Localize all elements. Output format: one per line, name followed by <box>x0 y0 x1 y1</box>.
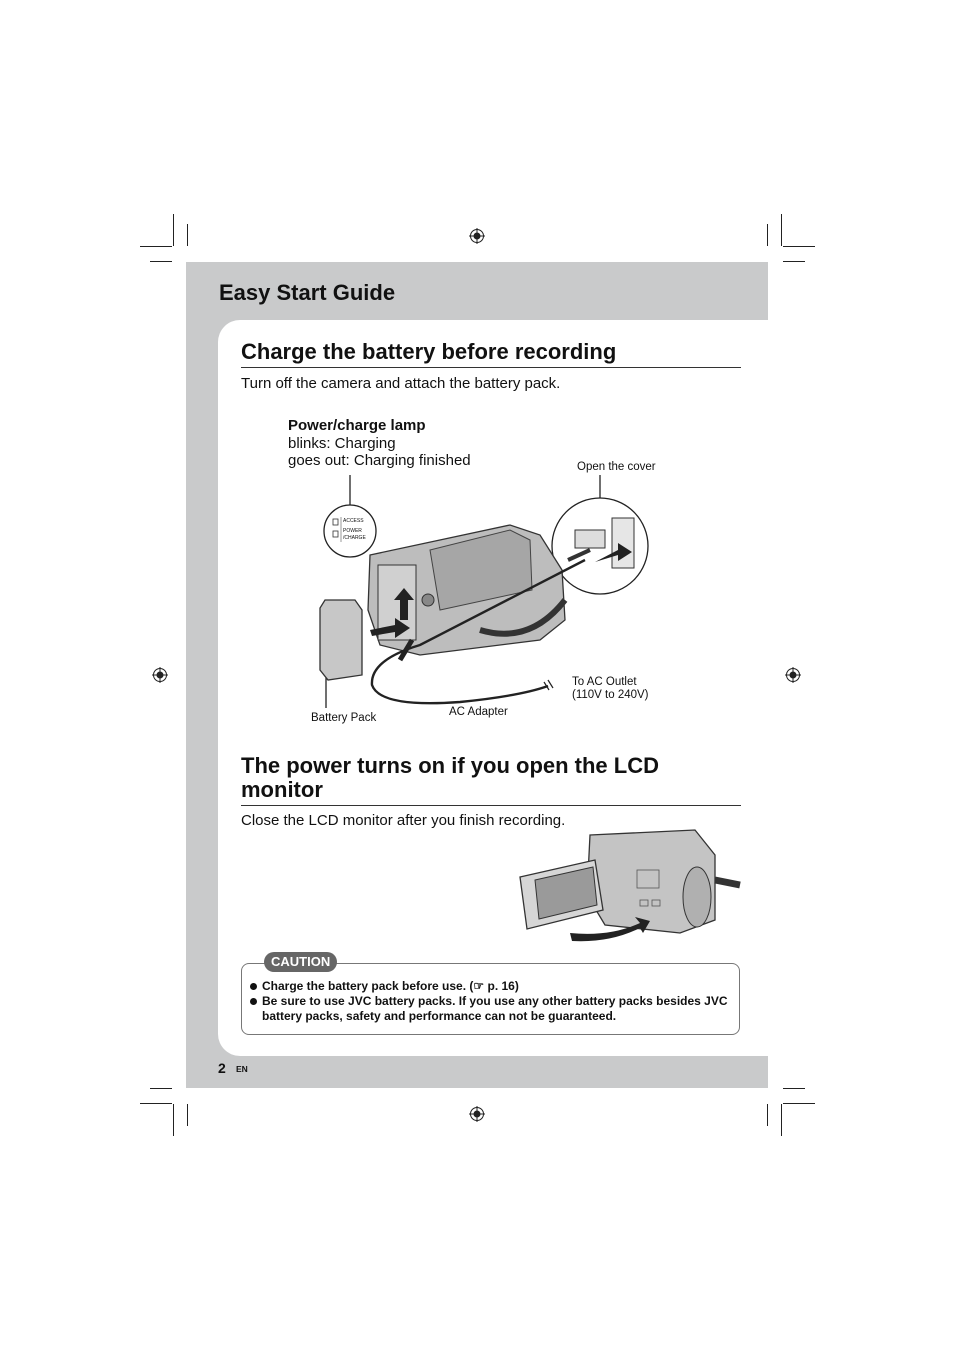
page-reference-link[interactable]: p. 16) <box>487 979 519 993</box>
caution-badge: CAUTION <box>264 952 337 972</box>
crop-mark <box>187 224 188 246</box>
crop-mark <box>187 1104 188 1126</box>
crop-mark <box>781 1104 782 1136</box>
label-to-ac-outlet: To AC Outlet <box>572 676 637 688</box>
registration-mark-icon <box>469 1106 485 1122</box>
registration-mark-icon <box>152 667 168 683</box>
page-language: EN <box>236 1064 248 1074</box>
caution-item-2: Be sure to use JVC battery packs. If you use any other battery packs besides JVC battery packs, safety and performance can not be guaranteed. <box>262 994 728 1023</box>
bullet-icon <box>250 998 257 1005</box>
registration-mark-icon <box>785 667 801 683</box>
lamp-blinks: blinks: Charging <box>288 435 396 452</box>
crop-mark <box>150 1088 172 1089</box>
lamp-goes-out: goes out: Charging finished <box>288 452 471 469</box>
crop-mark <box>173 214 174 246</box>
pointing-hand-icon: ☞ <box>473 979 488 993</box>
label-ac-adapter: AC Adapter <box>449 706 508 718</box>
crop-mark <box>783 261 805 262</box>
label-battery-pack: Battery Pack <box>311 712 377 724</box>
crop-mark <box>783 1088 805 1089</box>
label-open-cover: Open the cover <box>577 461 656 473</box>
label-power: POWER <box>343 528 362 534</box>
lcd-intro: Close the LCD monitor after you finish recording. <box>241 812 566 829</box>
label-charge: /CHARGE <box>343 535 366 541</box>
guide-title: Easy Start Guide <box>219 280 396 305</box>
crop-mark <box>140 246 172 247</box>
label-voltage: (110V to 240V) <box>572 689 649 701</box>
crop-mark <box>140 1103 172 1104</box>
caution-item-1-text: Charge the battery pack before use. ( <box>262 979 474 993</box>
page-number: 2 <box>218 1060 226 1076</box>
caution-item-1 <box>262 979 732 994</box>
crop-mark <box>767 224 768 246</box>
lcd-illustration <box>515 825 745 945</box>
registration-mark-icon <box>469 228 485 244</box>
section-title-lcd: The power turns on if you open the LCD monitor <box>241 754 741 806</box>
lamp-title: Power/charge lamp <box>288 417 426 434</box>
label-access: ACCESS <box>343 518 364 524</box>
charge-intro: Turn off the camera and attach the battery pack. <box>241 375 561 392</box>
crop-mark <box>173 1104 174 1136</box>
crop-mark <box>150 261 172 262</box>
crop-mark <box>783 246 815 247</box>
crop-mark <box>767 1104 768 1126</box>
crop-mark <box>781 214 782 246</box>
crop-mark <box>783 1103 815 1104</box>
bullet-icon <box>250 983 257 990</box>
section-title-charge: Charge the battery before recording <box>241 340 741 368</box>
